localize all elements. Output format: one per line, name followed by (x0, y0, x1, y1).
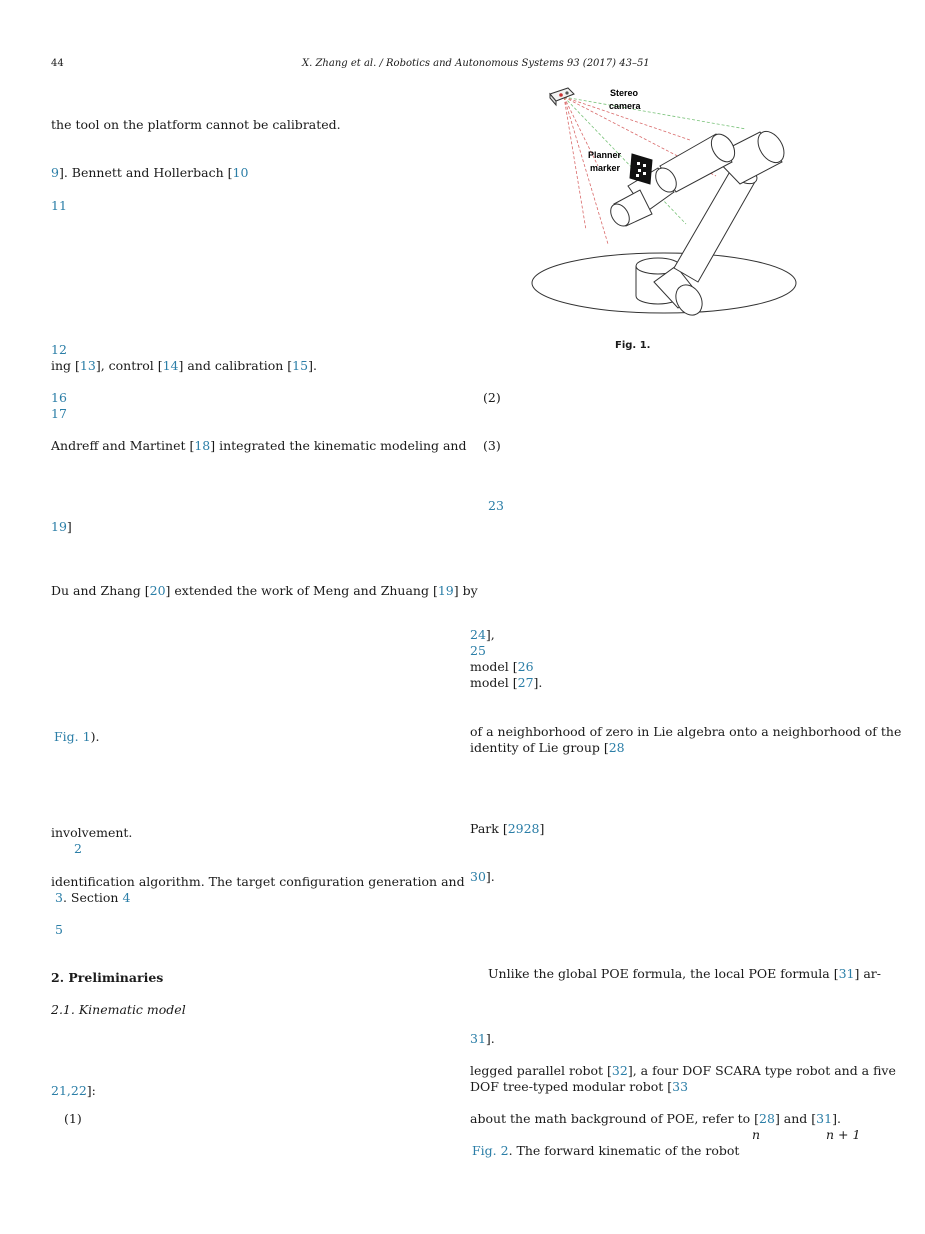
text-run: model [ (470, 659, 518, 674)
text-run: ] integrated the kinematic modeling and (210, 438, 467, 453)
section-link[interactable]: 2 (74, 841, 82, 856)
citation-link[interactable]: 19 (51, 519, 67, 534)
text-run: ). (90, 729, 100, 744)
right-line-12 (470, 1063, 896, 1079)
text-run: ] ar- (854, 966, 882, 981)
citation-link[interactable]: 12 (51, 342, 67, 357)
left-line-14: identification algorithm. The target configuration generation and (51, 874, 465, 889)
citation-link[interactable]: 31 (816, 1111, 833, 1126)
citation-link[interactable]: 25 (470, 643, 486, 658)
figure-label-planner: Planner (588, 150, 622, 160)
text-run: ]. (533, 675, 543, 690)
citation-link[interactable]: 14 (162, 358, 179, 373)
citation-link[interactable]: 28 (759, 1111, 775, 1126)
section-link[interactable]: 3 (55, 890, 63, 905)
citation-link[interactable]: 30 (470, 869, 486, 884)
section-link[interactable]: 4 (122, 890, 131, 905)
text-run: Park [ (470, 821, 508, 836)
citation-link[interactable]: 31 (838, 966, 855, 981)
text-run: legged parallel robot [ (470, 1063, 612, 1078)
text-run: about the math background of POE, refer to [ (470, 1111, 760, 1126)
citation-link[interactable]: 21 (51, 1083, 67, 1098)
text-run: DOF tree-typed modular robot [ (470, 1079, 673, 1094)
citation-link[interactable]: 33 (672, 1079, 689, 1094)
robot-arm-figure (528, 84, 800, 316)
text-run: ]. (485, 869, 495, 884)
equation-number: (1) (64, 1111, 82, 1126)
citation-link[interactable]: 11 (51, 198, 67, 213)
planner-marker-icon (630, 154, 652, 184)
citation-link[interactable]: 20 (149, 583, 166, 598)
math-n-plus-1: n + 1 (826, 1127, 861, 1142)
text-run: ]. Bennett and Hollerbach [ (58, 165, 233, 180)
subsection-title: 2.1. Kinematic model (51, 1002, 186, 1017)
citation-link[interactable]: 22 (70, 1083, 87, 1098)
right-line-11 (470, 1031, 495, 1047)
citation-link[interactable]: 32 (611, 1063, 628, 1078)
left-line-17 (51, 1083, 96, 1099)
text-run: ]. (308, 358, 317, 373)
section-link[interactable]: 5 (55, 922, 63, 937)
text-run: ] by (453, 583, 478, 598)
figure-caption: Fig. 1. (615, 340, 651, 351)
citation-link[interactable]: 31 (470, 1031, 486, 1046)
text-run: , (66, 1083, 71, 1098)
right-line-16 (472, 1143, 739, 1159)
text-run: ing [ (51, 358, 80, 373)
section-title: 2. Preliminaries (51, 970, 164, 985)
text-run: ] extended the work of Meng and Zhuang [ (165, 583, 438, 598)
right-line-7 (470, 740, 625, 756)
citation-link[interactable]: 18 (194, 438, 211, 453)
citation-link[interactable]: 13 (79, 358, 96, 373)
equation-number: (2) (483, 390, 501, 405)
text-run: ], (485, 627, 495, 642)
stereo-camera-icon (550, 88, 574, 105)
right-line-4 (470, 659, 534, 675)
figure-link[interactable]: Fig. 1 (54, 729, 91, 744)
citation-link[interactable]: 16 (51, 390, 67, 405)
left-line-15 (55, 890, 130, 906)
text-run: model [ (470, 675, 518, 690)
citation-link[interactable]: 2928 (507, 821, 540, 836)
left-line-12: involvement. (51, 825, 133, 840)
math-n: n (752, 1127, 761, 1142)
text-run: ], control [ (95, 358, 163, 373)
left-line-10 (51, 583, 478, 599)
text-run: Du and Zhang [ (51, 583, 150, 598)
citation-link[interactable]: 19 (437, 583, 454, 598)
text-run: identity of Lie group [ (470, 740, 609, 755)
citation-link[interactable]: 26 (517, 659, 534, 674)
left-line-11 (54, 729, 99, 745)
text-run: . The forward kinematic of the robot (508, 1143, 740, 1158)
left-line-8 (51, 438, 466, 454)
citation-link[interactable]: 15 (292, 358, 309, 373)
right-line-5 (470, 675, 542, 691)
citation-link[interactable]: 27 (517, 675, 534, 690)
figure-link[interactable]: Fig. 2 (472, 1143, 509, 1158)
text-run: ] (66, 519, 72, 534)
text-run: Andreff and Martinet [ (51, 438, 195, 453)
citation-link[interactable]: 10 (232, 165, 249, 180)
text-run: ]. (832, 1111, 841, 1126)
right-line-2 (470, 627, 495, 643)
equation-number: (3) (483, 438, 501, 453)
text-run: ], a four DOF SCARA type robot and a five (627, 1063, 896, 1078)
figure-label-camera: camera (609, 101, 641, 111)
left-line-2 (51, 165, 248, 181)
page-number: 44 (51, 58, 64, 69)
right-line-13 (470, 1079, 688, 1095)
citation-link[interactable]: 9 (51, 165, 59, 180)
left-line-5 (51, 358, 317, 374)
text-run: Unlike the global POE formula, the local POE formula [ (488, 966, 839, 981)
citation-link[interactable]: 28 (608, 740, 625, 755)
citation-link[interactable]: 23 (488, 498, 504, 513)
text-run: ] and calibration [ (178, 358, 293, 373)
text-run: ] and [ (774, 1111, 817, 1126)
right-line-9 (470, 869, 495, 885)
text-run: ]: (86, 1083, 96, 1098)
right-line-8 (470, 821, 544, 837)
citation-link[interactable]: 17 (51, 406, 67, 421)
text-run: ]. (485, 1031, 495, 1046)
left-line-9 (51, 519, 72, 535)
figure-label-marker: marker (590, 163, 621, 173)
text-run: . Section (62, 890, 123, 905)
right-line-6: of a neighborhood of zero in Lie algebra onto a neighborhood of the (470, 724, 902, 739)
left-line-1: the tool on the platform cannot be calibrated. (51, 117, 341, 132)
running-head: X. Zhang et al. / Robotics and Autonomous Systems 93 (2017) 43–51 (302, 58, 650, 69)
right-line-10 (488, 966, 881, 982)
right-line-14 (470, 1111, 841, 1127)
figure-label-stereo: Stereo (610, 88, 639, 98)
citation-link[interactable]: 24 (470, 627, 486, 642)
text-run: ] (539, 821, 545, 836)
